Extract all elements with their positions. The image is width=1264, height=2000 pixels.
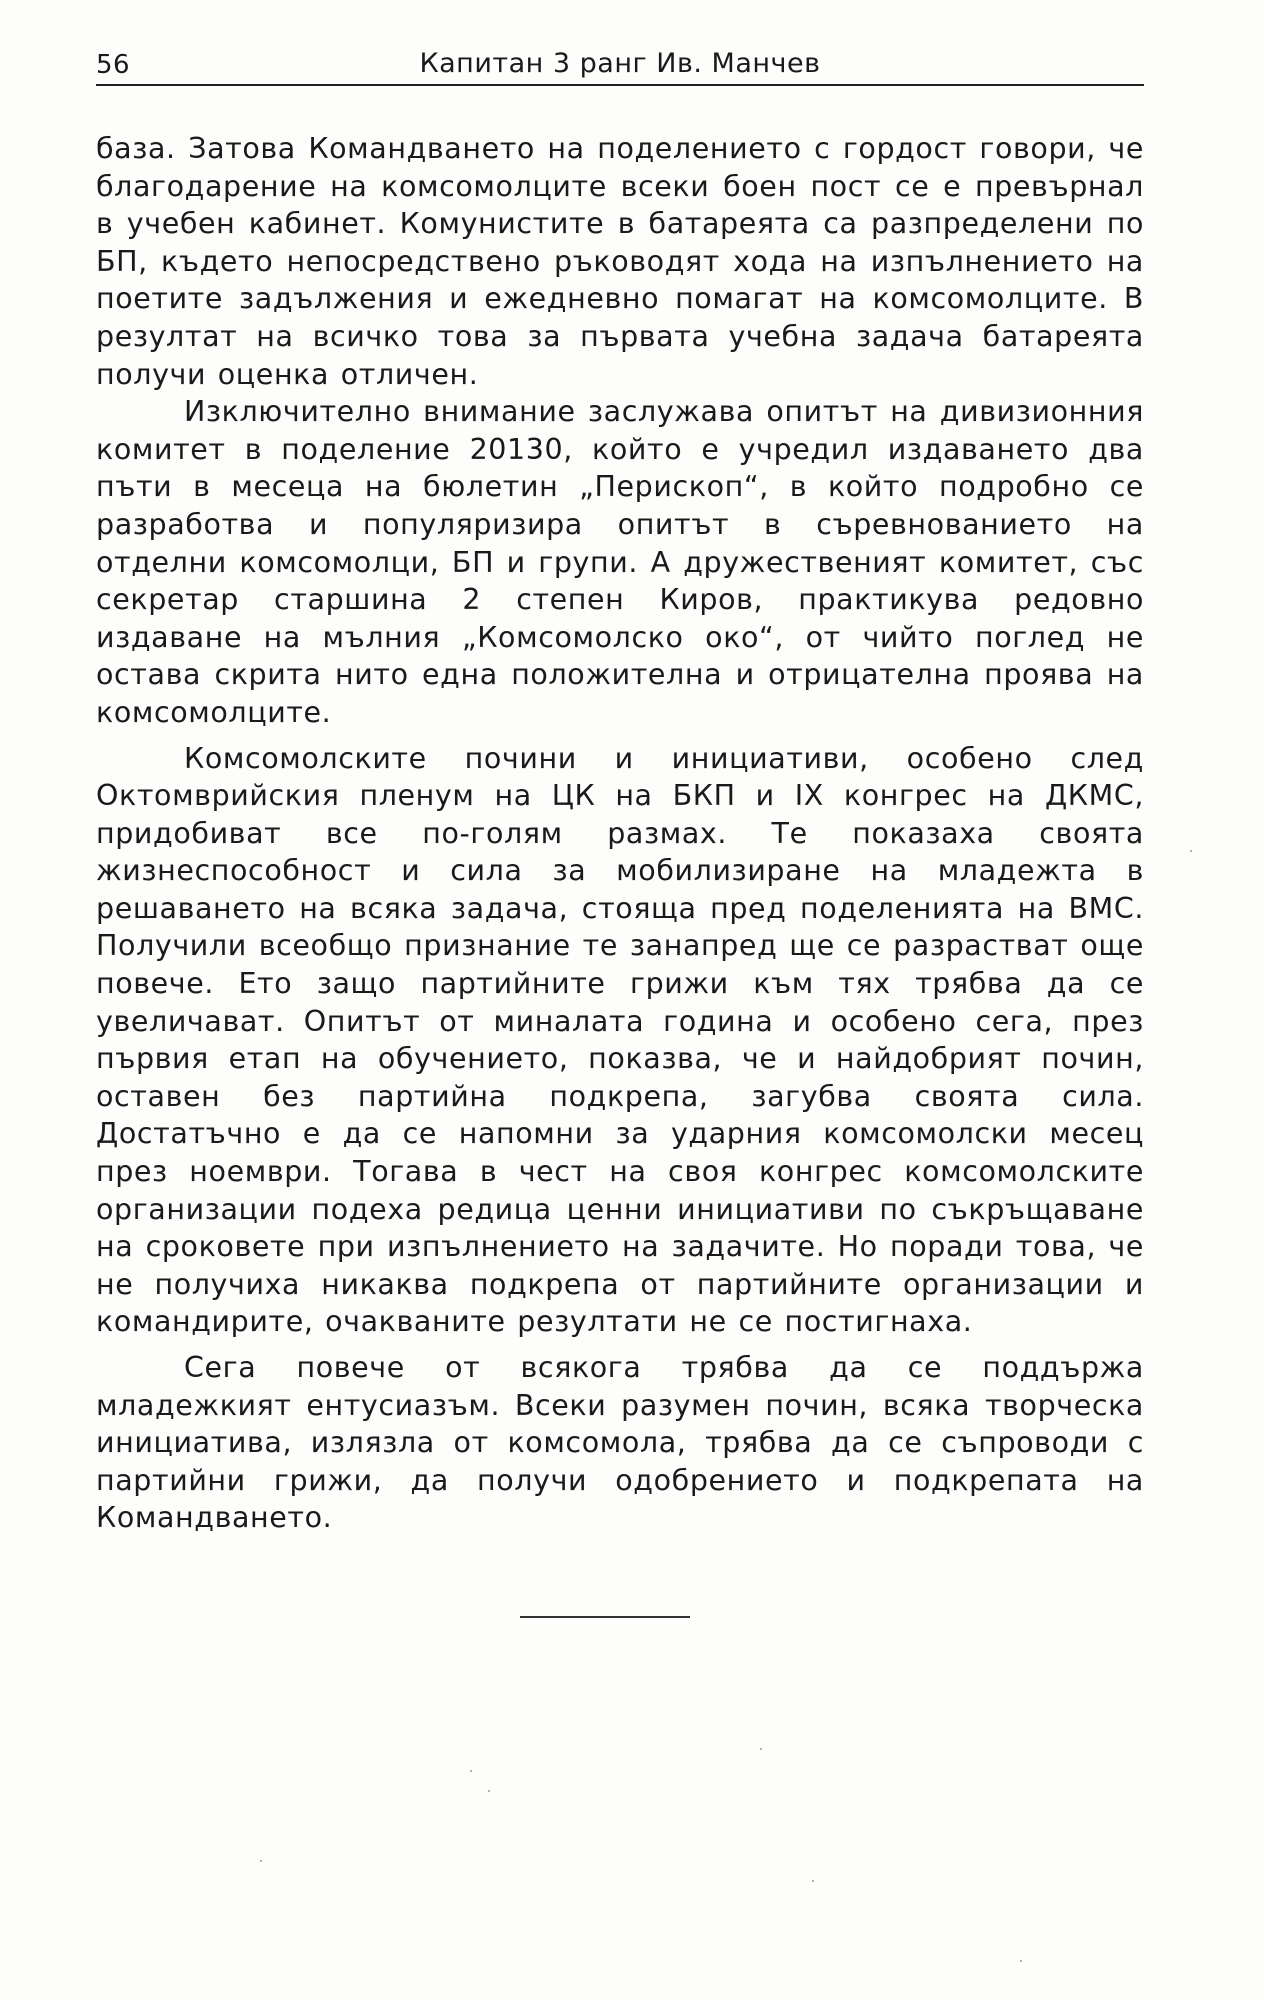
- page-number: 56: [96, 50, 131, 80]
- body-text: [96, 130, 1144, 1537]
- scan-speck: [488, 1790, 490, 1792]
- paragraph-4: Сега повече от всякога трябва да се поддържа младежкият ентусиазъм. Всеки разумен почин, всяка творческа инициатива, излязла от комсомола, трябва да се съпроводи с партийни грижи, да получи одобрението и подкрепата на Командването.: [96, 1351, 1144, 1535]
- scan-speck: [1020, 1960, 1022, 1962]
- paragraph-3: Комсомолските почини и инициативи, особено след Октомврийския пленум на ЦК на БКП и IX конгрес на ДКМС, придобиват все по-голям размах. Те показаха своята жизнеспособност и сила за мобилизиране на младежта в решаването на всяка задача, стояща пред поделенията на ВМС. Получили всеобщо признание те занапред ще се разрастват още повече. Ето защо партийните грижи към тях трябва да се увеличават. Опитът от миналата година и особено сега, през първия етап на обучението, показва, че и найдобрият почин, оставен без партийна подкрепа, загубва своята сила. Достатъчно е да се напомни за ударния комсомолски месец през ноември. Тогава в чест на своя конгрес комсомолските организации подеха редица ценни инициативи по съкръщаване на сроковете при изпълнението на задачите. Но поради това, че не получиха никаква подкрепа от партийните организации и командирите, очакваните резултати не се постигнаха.: [96, 741, 1144, 1339]
- scan-speck: [1190, 850, 1192, 852]
- running-head: Капитан 3 ранг Ив. Манчев: [419, 48, 821, 79]
- header-rule: [96, 84, 1144, 86]
- scan-speck: [812, 1880, 814, 1882]
- scan-speck: [260, 1860, 262, 1862]
- paragraph-2: Изключително внимание заслужава опитът на дивизионния комитет в поделение 20130, който е учредил издаването два пъти в месеца на бюлетин „Перископ“, в който подробно се разработва и популяризира опитът в съревнованието на отделни комсомолци, БП и групи. А дружественият комитет, със секретар старшина 2 степен Киров, практикува редовно издаване на мълния „Комсомолско око“, от чийто поглед не остава скрита нито една положителна и отрицателна проява на комсомолците.: [96, 395, 1144, 729]
- scan-speck: [760, 1748, 762, 1750]
- scan-speck: [470, 1770, 472, 1772]
- page-header: [96, 44, 1144, 88]
- paragraph-1: база. Затова Командването на поделението с гордост говори, че благодарение на комсомолците всеки боен пост се е превърнал в учебен кабинет. Комунистите в батареята са разпределени по БП, където непосредствено ръководят хода на изпълнението на поетите задължения и ежедневно помагат на комсомолците. В резултат на всичко това за първата учебна задача батареята получи оценка отличен.: [96, 132, 1144, 391]
- end-rule: [520, 1616, 690, 1618]
